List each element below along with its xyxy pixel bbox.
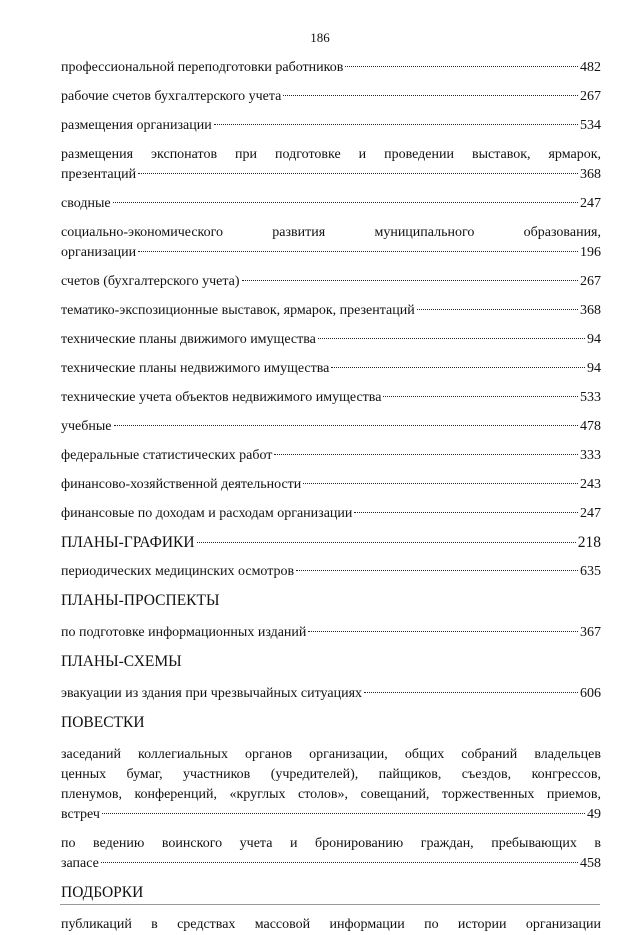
index-content: [61, 58, 601, 935]
index-entry: [61, 330, 601, 350]
entry-text: размещения организации: [61, 118, 212, 133]
entry-text: счетов (бухгалтерского учета): [61, 274, 240, 289]
index-entry: [61, 223, 601, 263]
dot-leader: [274, 454, 578, 455]
index-entry: [61, 359, 601, 379]
page-ref: 94: [587, 361, 601, 376]
entry-text: эвакуации из здания при чрезвычайных ситуациях: [61, 686, 363, 701]
entry-text: федеральные статистических работ: [61, 448, 273, 463]
page-ref: 458: [580, 856, 601, 871]
entry-last-line: [61, 805, 601, 825]
index-heading-podborki: ПОДБОРКИ: [61, 884, 144, 901]
entry-text: профессиональной переподготовки работников: [61, 60, 344, 75]
index-entries: [61, 58, 601, 524]
entry-line: пленумов, конференций, «круглых столов», совещаний, торжественных приемов,: [61, 787, 601, 802]
dot-leader: [303, 483, 578, 484]
entry-line: размещения экспонатов при подготовке и проведении выставок, ярмарок,: [61, 147, 601, 162]
entry-text: презентаций: [61, 167, 137, 182]
index-entry-publikacii: публикаций в средствах массовой информации по истории организации: [61, 917, 601, 932]
page-ref: 243: [580, 477, 601, 492]
dot-leader: [308, 631, 578, 632]
heading-text: ПЛАНЫ-ГРАФИКИ: [61, 534, 195, 551]
page-ref: 267: [580, 274, 601, 289]
dot-leader: [113, 202, 578, 203]
index-entry-voinskiy-uchet: [61, 834, 601, 874]
index-entry: [61, 272, 601, 292]
index-entry-evakuaciya: [61, 684, 601, 704]
page-number: 186: [310, 30, 330, 45]
entry-text: встреч: [61, 807, 100, 822]
page-ref: 635: [580, 564, 601, 579]
dot-leader: [296, 570, 578, 571]
entry-text: технические учета объектов недвижимого имущества: [61, 390, 382, 405]
dot-leader: [283, 95, 578, 96]
index-entry: [61, 145, 601, 185]
entry-text: сводные: [61, 196, 111, 211]
dot-leader: [331, 367, 585, 368]
entry-line: по ведению воинского учета и бронированию граждан, пребывающих в: [61, 836, 601, 851]
dot-leader: [354, 512, 578, 513]
page-ref: 247: [580, 196, 601, 211]
entry-line: заседаний коллегиальных органов организации, общих собраний владельцев: [61, 747, 601, 762]
page-ref: 247: [580, 506, 601, 521]
page-ref: 478: [580, 419, 601, 434]
index-entry: [61, 417, 601, 437]
entry-line: ценных бумаг, участников (учредителей), пайщиков, съездов, конгрессов,: [61, 767, 601, 782]
entry-text: технические планы движимого имущества: [61, 332, 316, 347]
page-ref: 94: [587, 332, 601, 347]
entry-text: рабочие счетов бухгалтерского учета: [61, 89, 282, 104]
dot-leader: [102, 813, 585, 814]
index-entry: [61, 475, 601, 495]
dot-leader: [417, 309, 578, 310]
index-entry: [61, 504, 601, 524]
page-ref: 534: [580, 118, 601, 133]
index-entry: [61, 301, 601, 321]
entry-text: периодических медицинских осмотров: [61, 564, 295, 579]
entry-text: финансово-хозяйственной деятельности: [61, 477, 302, 492]
index-entry: [61, 446, 601, 466]
page-ref: 533: [580, 390, 601, 405]
index-heading-plany-prospekty: ПЛАНЫ-ПРОСПЕКТЫ: [61, 592, 220, 609]
entry-text: организации: [61, 245, 137, 260]
index-entry: [61, 194, 601, 214]
page-ref: 49: [587, 807, 601, 822]
entry-line: социально-экономического развития муниципального образования,: [61, 225, 601, 240]
entry-last-line: [61, 243, 601, 263]
page-ref: 368: [580, 167, 601, 182]
index-heading-povestki: ПОВЕСТКИ: [61, 714, 145, 731]
entry-text: технические планы недвижимого имущества: [61, 361, 330, 376]
index-entry-izdaniya: [61, 623, 601, 643]
page-ref: 482: [580, 60, 601, 75]
index-entry-medosmotry: [61, 562, 601, 582]
dot-leader: [383, 396, 578, 397]
dot-leader: [197, 542, 576, 543]
dot-leader: [364, 692, 578, 693]
entry-text: финансовые по доходам и расходам организации: [61, 506, 353, 521]
entry-text: тематико-экспозиционные выставок, ярмарок, презентаций: [61, 303, 415, 318]
index-heading-plany-grafiki: [61, 533, 601, 553]
index-entry-zasedaniya: [61, 745, 601, 825]
entry-text: по подготовке информационных изданий: [61, 625, 307, 640]
index-entry: [61, 388, 601, 408]
page-ref: 218: [577, 534, 601, 551]
index-entry: [61, 116, 601, 136]
page-ref: 367: [580, 625, 601, 640]
entry-last-line: [61, 854, 601, 874]
dot-leader: [101, 862, 578, 863]
page-ref: 333: [580, 448, 601, 463]
index-heading-plany-shemy: ПЛАНЫ-СХЕМЫ: [61, 653, 182, 670]
dot-leader: [114, 425, 579, 426]
dot-leader: [318, 338, 585, 339]
entry-last-line: [61, 165, 601, 185]
page-ref: 196: [580, 245, 601, 260]
page-ref: 606: [580, 686, 601, 701]
dot-leader: [214, 124, 578, 125]
index-entry: [61, 58, 601, 78]
page-ref: 267: [580, 89, 601, 104]
dot-leader: [138, 173, 578, 174]
dot-leader: [138, 251, 578, 252]
entry-text: запасе: [61, 856, 99, 871]
index-entry: [61, 87, 601, 107]
page-ref: 368: [580, 303, 601, 318]
entry-text: учебные: [61, 419, 112, 434]
dot-leader: [345, 66, 578, 67]
dot-leader: [242, 280, 579, 281]
